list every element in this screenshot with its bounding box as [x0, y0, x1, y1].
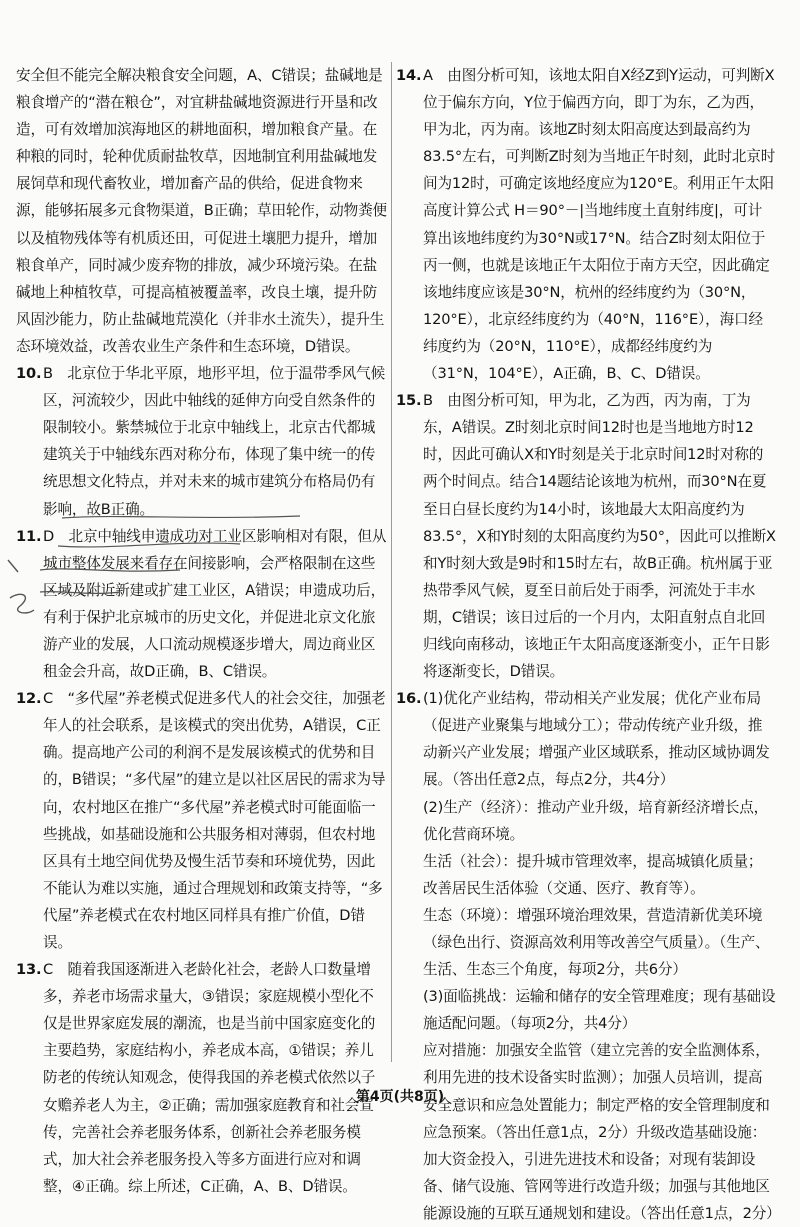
- continued-answer-9: 安全但不能完全解决粮食安全问题，A、C错误；盐碱地是粮食增产的“潜在粮仓”，对宜耕盐碱地资源进行开垦和改造，可有效增加滨海地区的耕地面积，增加粮食产量。在种粮的同时，轮种优质耐盐牧草，因地制宜利用盐碱地发展饲草和现代畜牧业，增加畜产品的供给，促进食物来源，能够拓展多元食物渠道，B正确；草田轮作，动物粪便以及植物残体等有机质还田，可促进土壤肥力提升，增加粮食单产，同时减少废弃物的排放，减少环境污染。在盐碱地上种植牧草，可提高植被覆盖率，改良土壤，提升防风固沙能力，防止盐碱地荒漠化（并非水土流失），提升生态环境效益，改善农业生产条件和生态环境，D错误。: [16, 67, 387, 355]
- right-column: [396, 62, 781, 1227]
- item-number: 10.: [16, 365, 42, 383]
- q16-part-2-production: (2)生产（经济）：推动产业升级，培育新经济增长点，优化营商环境。: [423, 798, 769, 843]
- answer-item-14: [396, 62, 776, 387]
- item-text: C “多代屋”养老模式促进多代人的社会交往，加强老年人的社会联系，是该模式的突出优势，A错误，C正确。提高地产公司的利润不是发展该模式的优势和目的，B错误；“多代屋”的建立是以社区居民的需求为导向，农村地区在推广“多代屋”养老模式时可能面临一些挑战，如基础设施和公共服务相对薄弱，但农村地区具有土地空间优势及慢生活节奏和环境优势，因此不能认为难以实施，通过合理规划和政策支持等，“多代屋”养老模式在农村地区同样具有推广价值，D错误。: [43, 690, 386, 951]
- item-number: 13.: [16, 961, 42, 979]
- item-text: C 随着我国逐渐进入老龄化社会，老龄人口数量增多，养老市场需求量大，③错误；家庭规模小型化不仅是世界家庭发展的潮流，也是当前中国家庭变化的主要趋势，家庭结构小，养老成本高，①错误；养儿防老的传统认知观念，使得我国的养老模式依然以子女赡养老人为主，②正确；需加强家庭教育和社会宣传，完善社会养老服务体系，创新社会养老服务模式，加大社会养老服务投入等多方面进行应对和调整，④正确。综上所述，C正确，A、B、D错误。: [43, 961, 376, 1195]
- q16-part-2-life: 生活（社会）：提升城市管理效率，提高城镇化质量；改善居民生活体验（交通、医疗、教育等）。: [423, 852, 763, 897]
- answer-item-13: [16, 956, 388, 1200]
- q16-part-2-ecology: 生态（环境）：增强环境治理效果，营造清新优美环境（绿色出行、资源高效利用等改善空气质量）。（生产、生活、生态三个角度，每项2分，共6分）: [423, 906, 770, 979]
- q16-part-1: (1)优化产业结构，带动相关产业发展；优化产业布局（促进产业聚集与地域分工）；带动传统产业升级，推动新兴产业发展；增强产业区域联系，推动区域协调发展。（答出任意2点，每点2分，共4分）: [423, 690, 770, 789]
- answer-item-11: [16, 523, 388, 686]
- q16-part-3-challenges: (3)面临挑战：运输和储存的安全管理难度；现有基础设施适配问题。（每项2分，共4分）: [423, 988, 776, 1033]
- item-number: 15.: [396, 392, 422, 410]
- page-footer: 第4页(共8页): [355, 1089, 445, 1105]
- answer-item-16: [396, 685, 781, 1227]
- item-number: 12.: [16, 690, 42, 708]
- left-column: [16, 62, 388, 1200]
- item-text: D 北京中轴线申遗成功对工业区影响相对有限，但从城市整体发展来看存在间接影响，会严格限制在这些区域及附近新建或扩建工业区，A错误；申遗成功后，有利于保护北京城市的历史文化，并促进北京文化旅游产业的发展，人口流动规模逐步增大，周边商业区租金会升高，故D正确，B、C错误。: [43, 527, 387, 681]
- answer-item-15: [396, 387, 776, 685]
- item-text: B 由图分析可知，甲为北，乙为西，丙为南，丁为东，A错误。Z时刻北京时间12时也是当地地方时12时，因此可确认X和Y时刻是关于北京时间12时对称的两个时间点。结合14题结论该地为杭州，而30°N在夏至日白昼长度约为14小时，该地最大太阳高度约为83.5°，X和Y时刻的太阳高度约为50°，因此可以推断X和Y时刻大致是9时和15时左右，故B正确。杭州属于亚热带季风气候，夏至日前后处于雨季，河流处于丰水期，C错误；该日过后的一个月内，太阳直射点自北回归线向南移动，该地正午太阳高度逐渐变小，正午日影将逐渐变长，D错误。: [423, 392, 776, 681]
- item-number: 16.: [396, 690, 422, 708]
- item-text: B 北京位于华北平原，地形平坦，位于温带季风气候区，河流较少，因此中轴线的延伸方向受自然条件的限制较小。紫禁城位于北京中轴线上，北京古代都城建筑关于中轴线东西对称分布，体现了集中统一的传统思想文化特点，并对未来的城市建筑分布格局仍有影响，故B正确。: [43, 365, 386, 518]
- answer-item-10: [16, 360, 388, 523]
- item-number: 14.: [396, 67, 422, 84]
- answer-item-12: [16, 685, 388, 956]
- item-text: A 由图分析可知，该地太阳自X经Z到Y运动，可判断X位于偏东方向，Y位于偏西方向，即丁为东，乙为西，甲为北，丙为南。该地Z时刻太阳高度达到最高约为83.5°左右，可判断Z时刻为当地正午时刻，此时北京时间为12时，可确定该地经度应为120°E。利用正午太阳高度计算公式 H＝90°－|当地纬度土直射纬度|，可计算出该地纬度约为30°N或17°N。结合Z时刻太阳位于丙一侧，也就是该地正午太阳位于南方天空，因此确定该地纬度应该是30°N，杭州的经纬度约为（30°N，120°E），北京经纬度约为（40°N，116°E），海口经纬度约为（20°N，110°E），成都经纬度约为（31°N，104°E），A正确，B、C、D错误。: [423, 67, 776, 383]
- column-divider: [391, 62, 392, 1062]
- q16-part-3-measures: 应对措施：加强安全监管（建立完善的安全监测体系，利用先进的技术设备实时监测）；加强人员培训，提高安全意识和应急处置能力；制定严格的安全管理制度和应急预案。（答出任意1点，2分）升级改造基础设施：加大资金投入，引进先进技术和设备；对现有装卸设备、储气设施、管网等进行改造升级；加强与其他地区能源设施的互联互通规划和建设。（答出任意1点，2分）: [423, 1042, 781, 1222]
- item-number: 11.: [16, 527, 42, 545]
